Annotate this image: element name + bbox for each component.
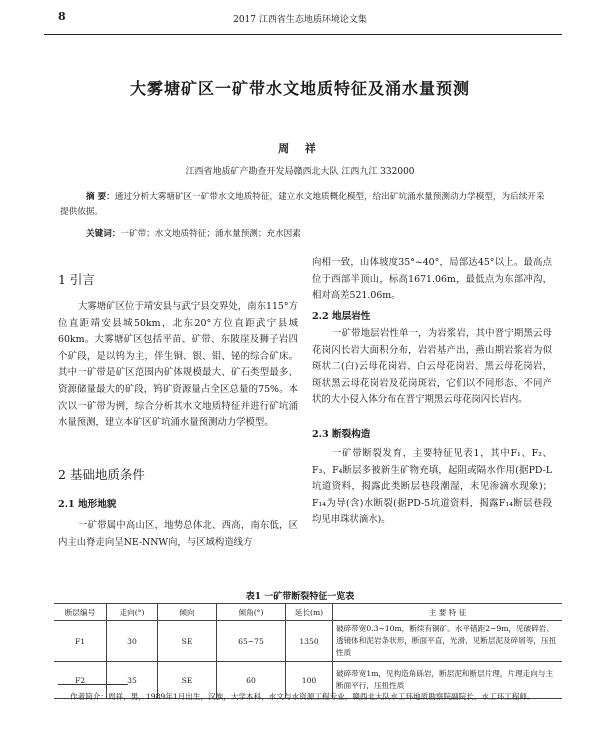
keywords-text: 一矿带；水文地质特征；涌水量预测；充水因素	[120, 229, 301, 239]
abstract-text: 通过分析大雾塘矿区一矿带水文地质特征，建立水文地质概化模型，给出矿坑涌水量预测动力学模型，为后续开采提供依据。	[60, 192, 545, 217]
abstract-label: 摘 要：	[86, 192, 115, 202]
fault-table	[54, 603, 562, 699]
running-header	[0, 10, 600, 28]
author-affiliation: 江西省地质矿产勘查开发局赣西北大队 江西九江 332000	[185, 167, 415, 177]
table-cell: 破碎带宽0.3~10m，断续有铜矿。水平错距2~9m，见破碎岩、透镜体和泥岩条状形，断面平直，光滑，见断层泥及碎屑等，压扭性质	[333, 621, 563, 662]
section-2-2-body	[312, 326, 552, 409]
section-2-2-heading: 2.2 地层岩性	[312, 311, 371, 322]
header-rule	[44, 34, 562, 35]
table-cell: 65~75	[217, 621, 286, 662]
section-2-1-heading: 2.1 地形地貌	[58, 499, 117, 510]
author-name: 周 祥	[278, 142, 322, 155]
table-row	[54, 621, 562, 662]
table-cell: F2	[54, 662, 107, 699]
abstract	[60, 190, 550, 220]
table-header: 走向(°)	[107, 604, 158, 621]
section-1-body	[58, 299, 298, 432]
author-footnote: 作者简介：周祥，男，1989年1月出生，汉族，大学本科，水文与水资源工程专业，赣西北大队水工环地质勘察院副院长，水工环工程师。	[70, 692, 535, 701]
table-cell: 35	[107, 662, 158, 699]
table-header: 倾向	[158, 604, 217, 621]
keywords-label: 关键词：	[86, 229, 121, 239]
section-2-heading: 2 基础地质条件	[58, 467, 145, 482]
section-2-1-paragraph: 一矿带属中高山区，地势总体北、西高，南东低，区内主山脊走向呈NE-NNW向，与区域构造线方	[58, 520, 298, 548]
table-cell: 破碎带宽1m，见构造角砾岩，断层泥和断层片理，片理走向与主断面平行，压扭性质	[333, 662, 563, 699]
table-header: 主 要 特 征	[333, 604, 563, 621]
section-2-1-continued-text: 向相一致，山体坡度35°~40°，局部达45°以上。最高点位于西部半顶山，标高1671.06m，最低点为东部冲沟，相对高差521.06m。	[312, 257, 552, 302]
table-cell: SE	[158, 662, 217, 699]
table-caption: 表1 一矿带断裂特征一览表	[245, 592, 355, 602]
table-cell: 30	[107, 621, 158, 662]
section-2-3-paragraph: 一矿带断裂发育，主要特征见表1，其中F₁、F₂、F₃、F₄断层多被新生矿物充填，起阻或隔水作用(据PD-L坑道资料，揭露此类断层巷段潮湿，未见渗滴水现象)；F₁₄为导(含)水断裂(据PD-5坑道资料，揭露F₁₄断层巷段均见串珠状滴水)。	[312, 448, 552, 526]
table-header-row	[54, 604, 562, 621]
section-2-2-paragraph: 一矿带地层岩性单一，为岩浆岩，其中晋宁期黑云母花岗闪长岩大面积分布，岩岩基产出，燕山期岩浆岩为似斑状二(白)云母花岗岩、白云母花岗岩、黑云母花岗岩，斑状黑云母花岗岩及花岗斑岩，它们以不同形态、不同产状的大小侵入体分布在晋宁期黑云母花岗闪长岩内。	[312, 328, 552, 406]
table-cell: 1350	[286, 621, 333, 662]
table-header: 断层编号	[54, 604, 107, 621]
table-cell: 100	[286, 662, 333, 699]
journal-title: 2017 江西省生态地质环境论文集	[233, 15, 367, 25]
table-cell: SE	[158, 621, 217, 662]
section-1-heading: 1 引言	[58, 272, 95, 287]
section-2-1-continued	[312, 255, 552, 305]
table-cell: 60	[217, 662, 286, 699]
table-header: 延长(m)	[286, 604, 333, 621]
section-2-3-heading: 2.3 断裂构造	[312, 429, 371, 440]
table-cell: F1	[54, 621, 107, 662]
section-1-paragraph: 大雾塘矿区位于靖安县与武宁县交界处，南东115°方位直距靖安县城50km，北东20°方位直距武宁县城60km。大雾塘矿区包括平苗、矿带、东陂崖及狮子岩四个矿段，是以钨为主，伴生铜、银、钼、铋的综合矿床。其中一矿带是矿区范围内矿体规模最大、矿石类型最多、资源储量最大的矿段，钨矿资源量占全区总量的75%。本次以一矿带为例，综合分析其水文地质特征并进行矿坑涌水量预测，建立本矿区矿坑涌水量预测动力学模型。	[58, 301, 298, 429]
section-2-1-body	[58, 518, 298, 551]
footnote-rule	[58, 684, 128, 685]
keywords	[86, 227, 556, 239]
page-number: 8	[58, 10, 66, 23]
section-2-3-body	[312, 446, 552, 529]
paper-title: 大雾塘矿区一矿带水文地质特征及涌水量预测	[129, 79, 470, 98]
table-header: 倾角(°)	[217, 604, 286, 621]
